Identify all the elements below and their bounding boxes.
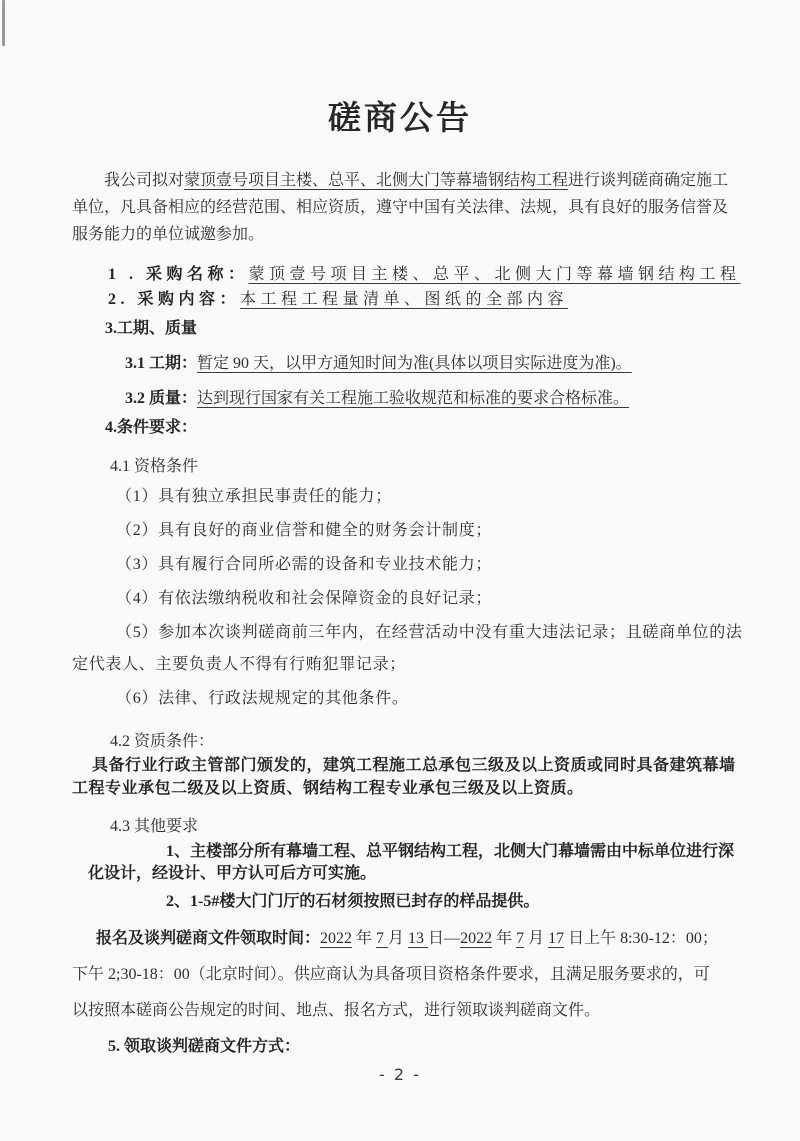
subheading-qualification <box>72 454 760 479</box>
clause-3-text: （3）具有履行合同所必需的设备和专业技术能力； <box>116 556 493 573</box>
other-requirement-1-text: 化设计，经设计、甲方认可后方可实施。 <box>88 865 377 882</box>
signup-paragraph-text: 2022 <box>460 930 493 947</box>
subheading-other-requirements-text: 4.3 其他要求 <box>110 818 199 835</box>
subsection-quality-text: 3.2 质量： <box>125 390 198 407</box>
credential-paragraph-text: 具备行业行政主管部门颁发的，建筑工程施工总承包三级及以上资质或同时具备建筑幕墙 <box>92 757 736 774</box>
credential-paragraph <box>72 754 760 800</box>
signup-paragraph-text: 以按照本磋商公告规定的时间、地点、报名方式，进行领取谈判磋商文件。 <box>72 1002 601 1019</box>
intro-paragraph-text: 我公司拟对 <box>104 172 185 189</box>
section-obtain-method-text: 5. 领取谈判磋商文件方式： <box>108 1038 301 1055</box>
item-procurement-name-text: 1 . 采购名称： <box>108 266 249 283</box>
credential-paragraph-text: 工程专业承包二级及以上资质、钢结构工程专业承包三级及以上资质。 <box>72 780 584 797</box>
other-requirement-2-text: 2、1-5#楼大门门厅的石材须按照已封存的样品提供。 <box>166 893 540 910</box>
signup-paragraph-text: 7 <box>516 930 525 947</box>
subheading-credential-text: 4.2 资质条件： <box>110 733 215 750</box>
subheading-other-requirements <box>72 814 760 839</box>
clause-5-text: 定代表人、主要负责人不得有行贿犯罪记录； <box>72 656 407 673</box>
subheading-qualification-text: 4.1 资格条件 <box>110 458 199 475</box>
signup-paragraph-text: 月 <box>524 930 549 947</box>
signup-paragraph-text: 17 <box>548 930 565 947</box>
intro-paragraph-text: 服务能力的单位诚邀参加。 <box>72 226 265 243</box>
signup-paragraph-text: 月 <box>388 930 409 947</box>
subsection-duration <box>72 351 760 376</box>
signup-paragraph <box>72 921 760 1029</box>
signup-paragraph-text: 2022 <box>320 930 353 947</box>
section-duration-quality <box>72 316 760 341</box>
document-title: 磋商公告 <box>328 101 472 137</box>
signup-paragraph-text: 年 <box>492 930 517 947</box>
section-duration-quality-text: 3.工期、质量 <box>105 320 198 337</box>
signup-paragraph-text: 7 <box>376 930 389 947</box>
subsection-quality-text: 达到现行国家有关工程施工验收规范和标准的要求合格标准。 <box>197 390 630 407</box>
item-procurement-name <box>72 262 760 287</box>
clause-6 <box>72 683 760 715</box>
section-requirements-text: 4.条件要求： <box>105 419 198 436</box>
signup-paragraph-text: 日— <box>428 930 461 947</box>
clause-1-text: （1）具有独立承担民事责任的能力； <box>116 488 392 505</box>
signup-paragraph-text: 日上午 8:30-12：00； <box>564 930 718 947</box>
intro-paragraph <box>72 167 760 248</box>
clause-2 <box>72 515 760 547</box>
subsection-duration-text: 暂定 90 天，以甲方通知时间为准(具体以项目实际进度为准)。 <box>197 355 632 372</box>
section-requirements <box>72 415 760 440</box>
page-number: - 2 - <box>379 1065 421 1084</box>
item-procurement-content-text: 本工程工程量清单、图纸的全部内容 <box>240 291 569 308</box>
intro-paragraph-text: 蒙顶壹号项目主楼、总平、北侧大门等幕墙钢结构工程 <box>184 172 569 189</box>
other-requirement-1-text: 1、主楼部分所有幕墙工程、总平钢结构工程，北侧大门幕墙需由中标单位进行深 <box>166 843 735 860</box>
clause-4 <box>72 583 760 615</box>
intro-paragraph-text: 进行谈判磋商确定施工 <box>568 172 729 189</box>
item-procurement-name-text: 蒙顶壹号项目主楼、总平、北侧大门等幕墙钢结构工程 <box>248 266 741 283</box>
subsection-duration-text: 3.1 工期： <box>125 355 198 372</box>
signup-paragraph-text: 13 <box>408 930 429 947</box>
subheading-credential <box>72 729 760 754</box>
signup-paragraph-text: 报名及谈判磋商文件领取时间： <box>96 930 321 947</box>
other-requirement-1 <box>72 841 760 885</box>
other-requirement-2 <box>72 891 760 913</box>
clause-3 <box>72 549 760 581</box>
clause-5-text: （5）参加本次谈判磋商前三年内，在经营活动中没有重大违法记录；且磋商单位的法 <box>116 624 743 641</box>
clause-6-text: （6）法律、行政法规规定的其他条件。 <box>116 690 409 707</box>
clause-4-text: （4）有依法缴纳税收和社会保障资金的良好记录； <box>116 590 493 607</box>
clause-1 <box>72 481 760 513</box>
item-procurement-content-text: 2. 采购内容： <box>108 291 241 308</box>
section-obtain-method <box>72 1034 760 1059</box>
document-body <box>0 167 800 1059</box>
intro-paragraph-text: 单位，凡具备相应的经营范围、相应资质，遵守中国有关法律、法规，具有良好的服务信誉及 <box>72 199 729 216</box>
signup-paragraph-text: 下午 2;30-18：00（北京时间）。供应商认为具备项目资格条件要求，且满足服务要求的，可 <box>72 966 710 983</box>
item-procurement-content <box>72 287 760 312</box>
clause-5 <box>72 617 760 681</box>
subsection-quality <box>72 386 760 411</box>
clause-2-text: （2）具有良好的商业信誉和健全的财务会计制度； <box>116 522 493 539</box>
signup-paragraph-text: 年 <box>352 930 377 947</box>
scan-edge-artifact <box>2 0 5 46</box>
